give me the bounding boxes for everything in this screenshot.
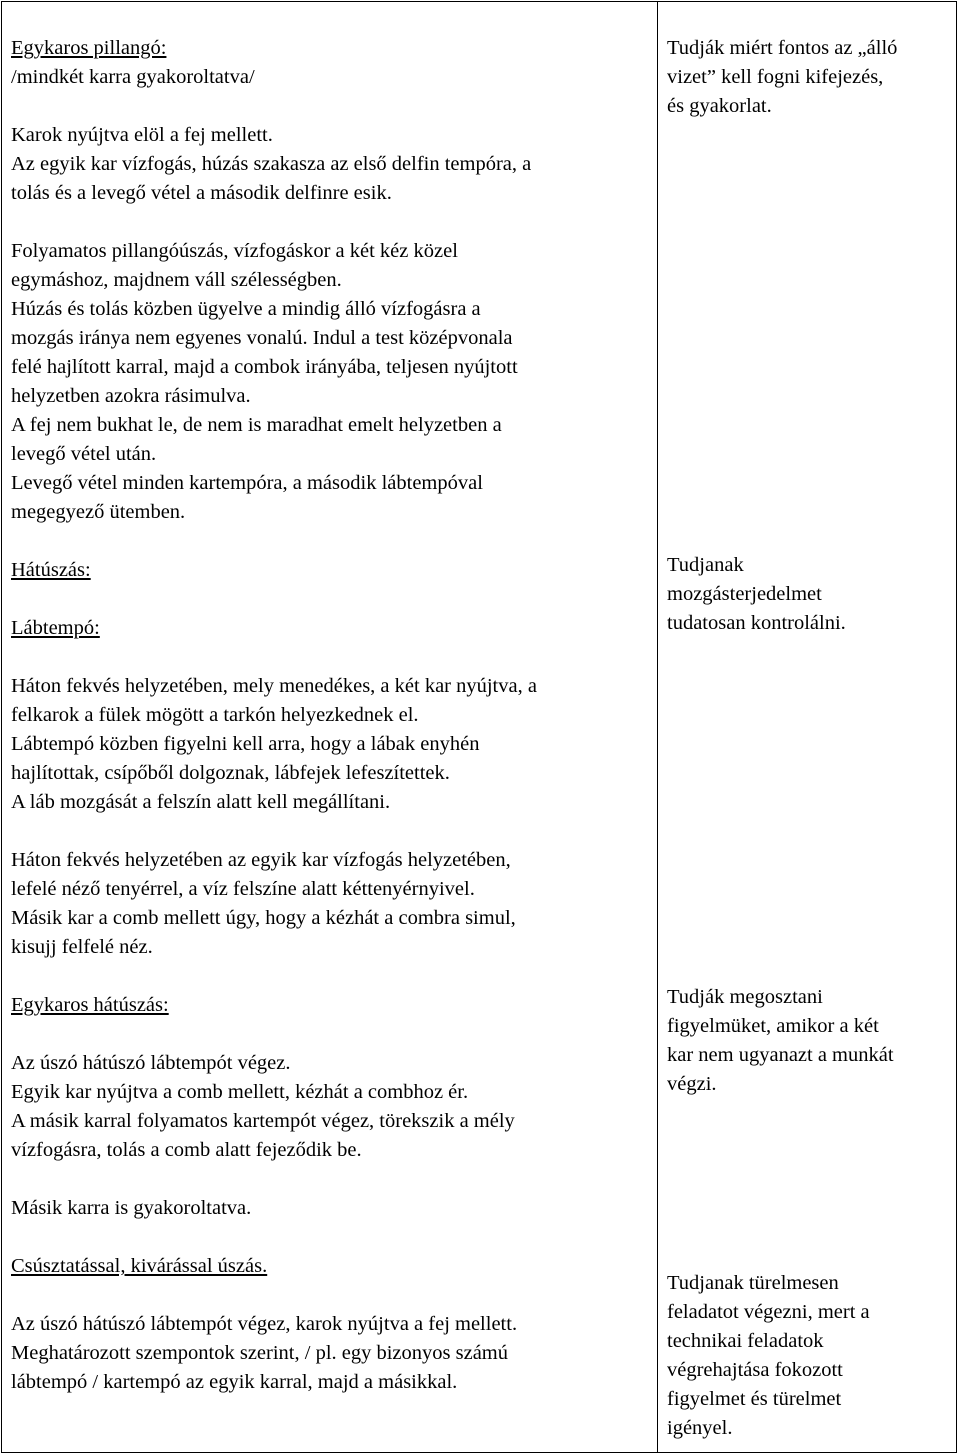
block-hatuszas-labtempo xyxy=(11,556,651,817)
text-line: Tudjanak xyxy=(667,554,744,576)
text-line: Az egyik kar vízfogás, húzás szakasza az első delfin tempóra, a xyxy=(11,153,532,175)
text-line: kisujj felfelé néz. xyxy=(11,936,153,958)
text-line: Tudják miért fontos az „álló xyxy=(667,37,898,59)
text-line: feladatot végezni, mert a xyxy=(667,1301,870,1323)
text-line: vizet” kell fogni kifejezés, xyxy=(667,66,884,88)
goal-note-2 xyxy=(667,551,952,638)
heading-egykaros-hatuszas: Egykaros hátúszás: xyxy=(11,994,169,1016)
block-folyamatos-pillango xyxy=(11,237,651,527)
text-line: A másik karral folyamatos kartempót végez, törekszik a mély xyxy=(11,1110,515,1132)
text-line: A láb mozgását a felszín alatt kell megállítani. xyxy=(11,791,391,813)
text-line: Az úszó hátúszó lábtempót végez, karok nyújtva a fej mellett. xyxy=(11,1313,518,1335)
text-line: Háton fekvés helyzetében az egyik kar vízfogás helyzetében, xyxy=(11,849,511,871)
text-line: Másik karra is gyakoroltatva. xyxy=(11,1197,252,1219)
block-csusztatas xyxy=(11,1252,651,1397)
text-line: tolás és a levegő vétel a második delfinre esik. xyxy=(11,182,392,204)
text-line: levegő vétel után. xyxy=(11,443,157,465)
exercise-description-column xyxy=(11,34,651,1397)
heading-hatuszas: Hátúszás: xyxy=(11,559,91,581)
text-line: kar nem ugyanazt a munkát xyxy=(667,1044,894,1066)
text-line: egymáshoz, majdnem váll szélességben. xyxy=(11,269,342,291)
block-egykaros-pillango xyxy=(11,34,651,208)
text-line: és gyakorlat. xyxy=(667,95,772,117)
text-line: figyelmet és türelmet xyxy=(667,1388,842,1410)
text-line: igényel. xyxy=(667,1417,733,1439)
text-line: Háton fekvés helyzetében, mely menedékes, a két kar nyújtva, a xyxy=(11,675,537,697)
block-karhelyzet xyxy=(11,846,651,962)
text-line: vízfogásra, tolás a comb alatt fejeződik be. xyxy=(11,1139,362,1161)
text-line: technikai feladatok xyxy=(667,1330,824,1352)
heading-csusztatas: Csúsztatással, kivárással úszás. xyxy=(11,1255,268,1277)
text-line: végzi. xyxy=(667,1073,717,1095)
text-line: Az úszó hátúszó lábtempót végez. xyxy=(11,1052,291,1074)
text-line: figyelmüket, amikor a két xyxy=(667,1015,879,1037)
text-line: Húzás és tolás közben ügyelve a mindig álló vízfogásra a xyxy=(11,298,481,320)
text-line: /mindkét karra gyakoroltatva/ xyxy=(11,66,255,88)
text-line: mozgásterjedelmet xyxy=(667,583,822,605)
text-line: hajlítottak, csípőből dolgoznak, lábfejek lefeszítettek. xyxy=(11,762,450,784)
text-line: felé hajlított karral, majd a combok irányába, teljesen nyújtott xyxy=(11,356,518,378)
text-line: Meghatározott szempontok szerint, / pl. egy bizonyos számú xyxy=(11,1342,509,1364)
heading-labtempo: Lábtempó: xyxy=(11,617,100,639)
text-line: Tudják megosztani xyxy=(667,986,823,1008)
text-line: végrehajtása fokozott xyxy=(667,1359,843,1381)
text-line: lefelé néző tenyérrel, a víz felszíne alatt kéttenyérnyivel. xyxy=(11,878,475,900)
text-line: felkarok a fülek mögött a tarkón helyezkednek el. xyxy=(11,704,419,726)
text-line: megegyező ütemben. xyxy=(11,501,186,523)
goal-note-3 xyxy=(667,983,952,1099)
text-line: Levegő vétel minden kartempóra, a második lábtempóval xyxy=(11,472,483,494)
text-line: Folyamatos pillangóúszás, vízfogáskor a két kéz közel xyxy=(11,240,458,262)
goal-note-1 xyxy=(667,34,952,121)
text-line: mozgás iránya nem egyenes vonalú. Indul a test középvonala xyxy=(11,327,513,349)
text-line: Lábtempó közben figyelni kell arra, hogy a lábak enyhén xyxy=(11,733,480,755)
text-line: lábtempó / kartempó az egyik karral, majd a másikkal. xyxy=(11,1371,458,1393)
heading-egykaros-pillango: Egykaros pillangó: xyxy=(11,37,167,59)
goal-note-4 xyxy=(667,1269,952,1443)
text-line: helyzetben azokra rásimulva. xyxy=(11,385,251,407)
block-egykaros-hatuszas xyxy=(11,991,651,1223)
text-line: Karok nyújtva elöl a fej mellett. xyxy=(11,124,273,146)
text-line: Másik kar a comb mellett úgy, hogy a kézhát a combra simul, xyxy=(11,907,516,929)
text-line: A fej nem bukhat le, de nem is maradhat emelt helyzetben a xyxy=(11,414,502,436)
text-line: tudatosan kontrolálni. xyxy=(667,612,846,634)
text-line: Tudjanak türelmesen xyxy=(667,1272,839,1294)
text-line: Egyik kar nyújtva a comb mellett, kézhát a combhoz ér. xyxy=(11,1081,469,1103)
column-divider xyxy=(657,1,658,1453)
